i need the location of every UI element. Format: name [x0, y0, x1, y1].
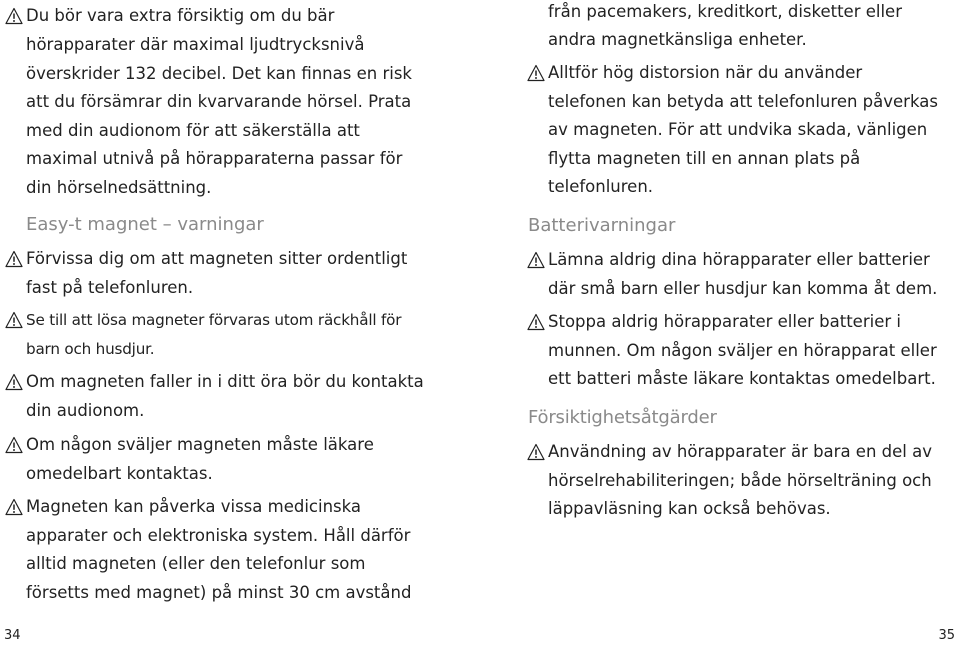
- precaution-line: Användning av hörapparater är bara en del av: [548, 442, 932, 461]
- section-heading-magnet-warnings: Easy-t magnet – varningar: [26, 214, 264, 235]
- distortion-warning-line: telefonluren.: [548, 177, 654, 196]
- intro-warning-line: att du försämrar din kvarvarande hörsel. Prata: [26, 92, 412, 111]
- page-number-right: 35: [938, 628, 955, 643]
- warning-line: Om magneten faller in i ditt öra bör du kontakta: [26, 372, 424, 391]
- distortion-warning-line: av magneten. För att undvika skada, vänligen: [548, 120, 928, 139]
- intro-warning-line: Du bör vara extra försiktig om du bär: [26, 6, 335, 25]
- warning-line: försetts med magnet) på minst 30 cm avstånd: [26, 583, 412, 602]
- warning-line: din audionom.: [26, 401, 145, 420]
- distortion-warning-line: flytta magneten till en annan plats på: [548, 149, 861, 168]
- warning-line: Om någon sväljer magneten måste läkare: [26, 435, 374, 454]
- battery-warning-line: Lämna aldrig dina hörapparater eller batterier: [548, 250, 930, 269]
- warning-line: Magneten kan påverka vissa medicinska: [26, 497, 362, 516]
- precaution-line: läppavläsning kan också behövas.: [548, 499, 831, 518]
- intro-warning-line: med din audionom för att säkerställa att: [26, 121, 360, 140]
- warning-triangle-icon: [5, 250, 23, 268]
- warning-line: Se till att lösa magneter förvaras utom räckhåll för: [26, 311, 402, 329]
- warning-line: omedelbart kontaktas.: [26, 464, 213, 483]
- distortion-warning-line: Alltför hög distorsion när du använder: [548, 63, 863, 82]
- warning-line: barn och husdjur.: [26, 340, 155, 358]
- distortion-warning-line: telefonen kan betyda att telefonluren påverkas: [548, 92, 938, 111]
- continuation-line: andra magnetkänsliga enheter.: [548, 30, 807, 49]
- battery-warning-line: där små barn eller husdjur kan komma åt dem.: [548, 279, 938, 298]
- battery-warning-line: Stoppa aldrig hörapparater eller batterier i: [548, 312, 901, 331]
- warning-triangle-icon: [5, 436, 23, 454]
- intro-warning-line: din hörselnedsättning.: [26, 178, 212, 197]
- right-page: [480, 0, 959, 646]
- warning-line: fast på telefonluren.: [26, 278, 194, 297]
- intro-warning-line: hörapparater där maximal ljudtrycksnivå: [26, 35, 365, 54]
- intro-warning-line: överskrider 132 decibel. Det kan finnas en risk: [26, 64, 412, 83]
- precaution-line: hörselrehabiliteringen; både hörselträning och: [548, 471, 932, 490]
- warning-line: Förvissa dig om att magneten sitter ordentligt: [26, 249, 408, 268]
- battery-warning-line: munnen. Om någon sväljer en hörapparat eller: [548, 341, 937, 360]
- page-number-left: 34: [4, 628, 21, 643]
- warning-triangle-icon: [5, 498, 23, 516]
- warning-triangle-icon: [5, 373, 23, 391]
- warning-triangle-icon: [527, 251, 545, 269]
- warning-triangle-icon: [5, 311, 23, 329]
- warning-line: alltid magneten (eller den telefonlur som: [26, 554, 366, 573]
- section-heading-precautions: Försiktighetsåtgärder: [528, 407, 717, 428]
- continuation-line: från pacemakers, kreditkort, disketter eller: [548, 2, 902, 21]
- warning-triangle-icon: [527, 64, 545, 82]
- intro-warning-line: maximal utnivå på hörapparaterna passar för: [26, 149, 403, 168]
- battery-warning-line: ett batteri måste läkare kontaktas omedelbart.: [548, 369, 936, 388]
- warning-triangle-icon: [527, 443, 545, 461]
- warning-triangle-icon: [5, 7, 23, 25]
- section-heading-battery-warnings: Batterivarningar: [528, 215, 676, 236]
- warning-line: apparater och elektroniska system. Håll därför: [26, 526, 411, 545]
- warning-triangle-icon: [527, 313, 545, 331]
